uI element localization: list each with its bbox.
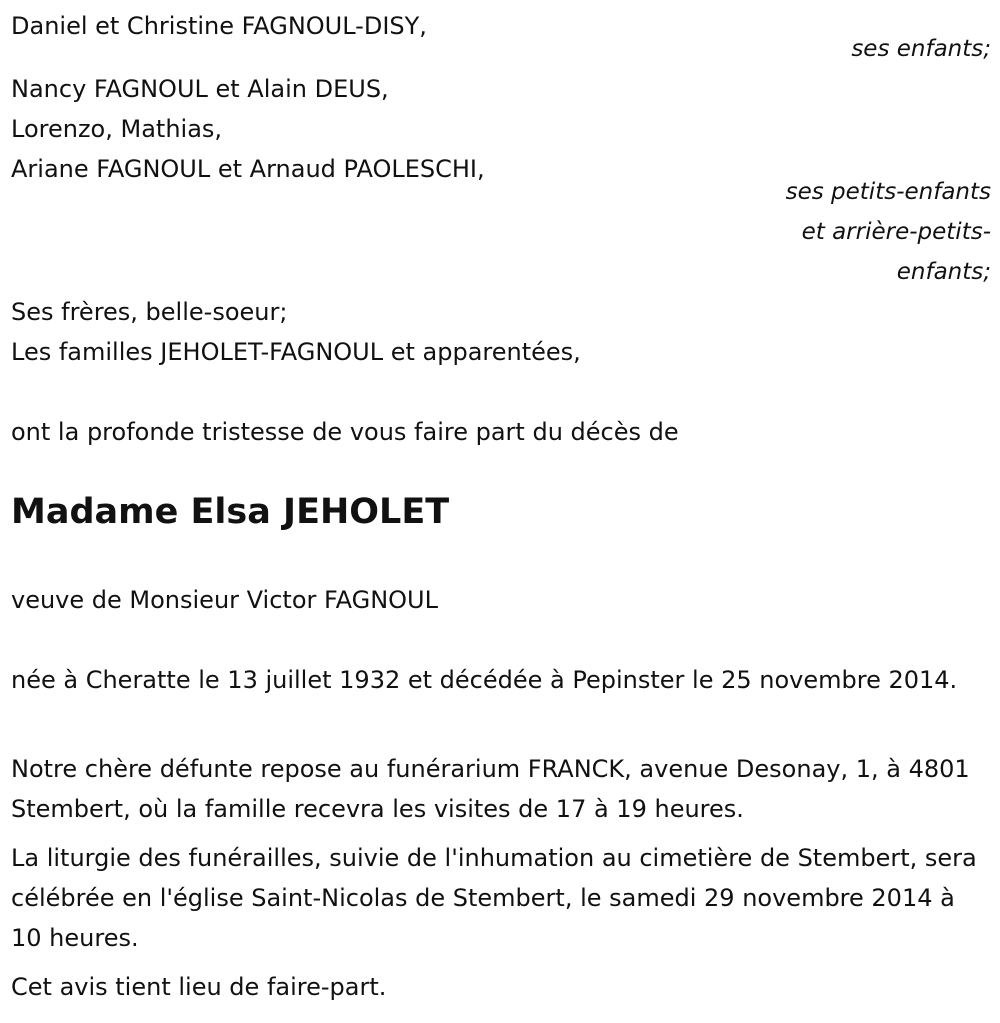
intro-text: ont la profonde tristesse de vous faire part du décès de bbox=[11, 418, 679, 446]
funeral-text: La liturgie des funérailles, suivie de l'inhumation au cimetière de Stembert, sera célébrée en l'église Saint-Nicolas de Stembert, le samedi 29 novembre 2014 à 10 heures. bbox=[11, 844, 977, 952]
widow-of-text: veuve de Monsieur Victor FAGNOUL bbox=[11, 586, 438, 614]
obituary-notice bbox=[11, 0, 991, 1023]
children-names: Daniel et Christine FAGNOUL-DISY, bbox=[11, 12, 427, 40]
families-line: Les familles JEHOLET-FAGNOUL et apparentées, bbox=[11, 338, 581, 366]
grandchildren-label-line-3: enfants; bbox=[896, 259, 991, 285]
children-label: ses enfants; bbox=[851, 36, 991, 62]
deceased-name: Madame Elsa JEHOLET bbox=[11, 492, 450, 532]
grandchildren-line-1: Nancy FAGNOUL et Alain DEUS, bbox=[11, 75, 389, 103]
grandchildren-line-3: Ariane FAGNOUL et Arnaud PAOLESCHI, bbox=[11, 155, 485, 183]
siblings-line: Ses frères, belle-soeur; bbox=[11, 298, 288, 326]
notice-text: Cet avis tient lieu de faire-part. bbox=[11, 973, 387, 1001]
grandchildren-line-2: Lorenzo, Mathias, bbox=[11, 115, 223, 143]
grandchildren-label-line-2: et arrière-petits- bbox=[801, 219, 991, 245]
visitation-text: Notre chère défunte repose au funérarium FRANCK, avenue Desonay, 1, à 4801 Stembert, où la famille recevra les visites de 17 à 19 heures. bbox=[11, 755, 970, 823]
birth-death-text: née à Cheratte le 13 juillet 1932 et décédée à Pepinster le 25 novembre 2014. bbox=[11, 666, 958, 694]
grandchildren-label-line-1: ses petits-enfants bbox=[785, 179, 991, 205]
